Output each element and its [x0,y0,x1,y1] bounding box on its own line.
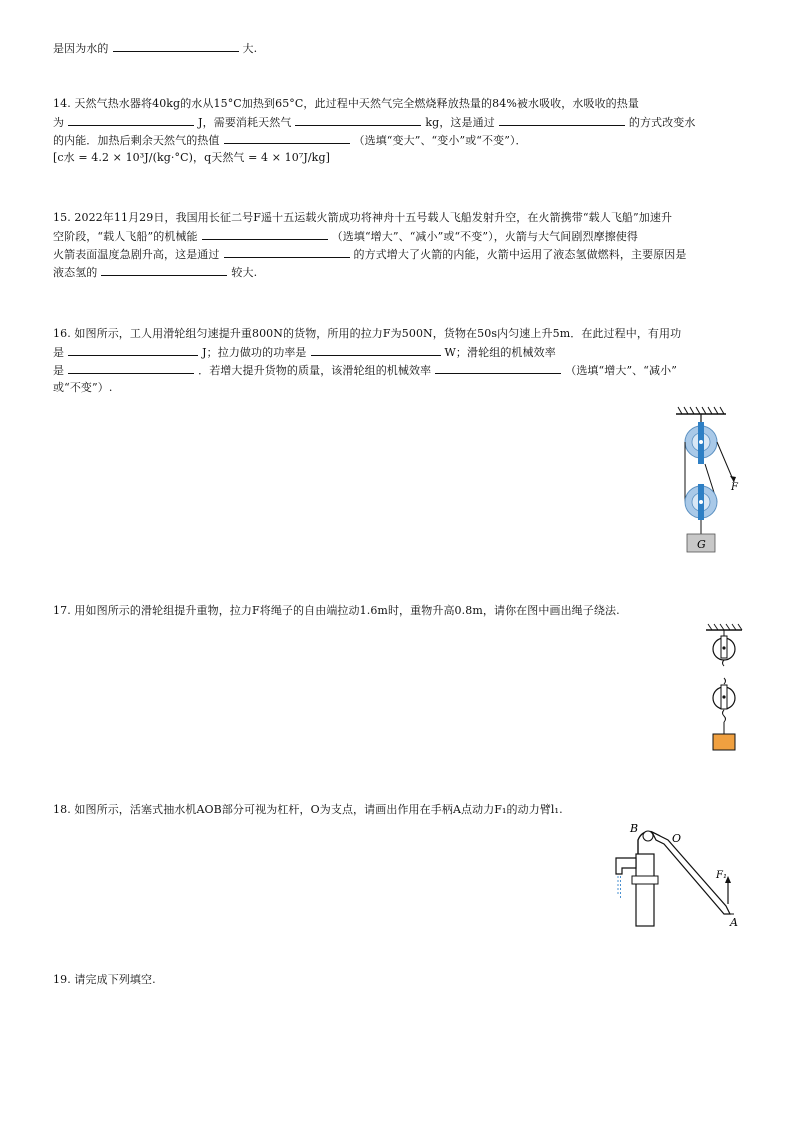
q14-blank-heat[interactable] [68,114,194,126]
q14-line2 [53,114,695,131]
q14-text: 的方式改变水 [628,116,696,129]
label-o: O [672,832,682,845]
q14-text: kg，这是通过 [425,116,495,129]
q16-text: J；拉力做功的功率是 [202,346,307,359]
q16-blank-work[interactable] [68,344,198,356]
q16-pulley-figure [668,404,748,554]
q14-line3 [53,132,527,149]
q17-line1: 17. 用如图所示的滑轮组提升重物，拉力F将绳子的自由端拉动1.6m时，重物升高0.8m，请你在图中画出绳子绕法. [53,604,620,617]
q13-text-end: 大. [242,42,258,55]
ceiling-hatch [678,407,724,414]
weight-label: G [697,538,706,551]
q14-line1: 14. 天然气热水器将40kg的水从15°C加热到65°C，此过程中天然气完全燃烧释放热量的84%被水吸收，水吸收的热量 [53,97,639,110]
q15-text: （选填“增大”、“减小”或“不变”），火箭与大气间剧烈摩擦使得 [331,230,638,243]
q16-text: 是 [53,346,65,359]
q15-text: 较大. [231,266,258,279]
q16-text: 是 [53,364,65,377]
q18-pump-figure [606,818,746,928]
weight-box [713,734,735,750]
q15-text: 空阶段，“载人飞船”的机械能 [53,230,198,243]
pull-rope [717,442,734,482]
q14-blank-heatvalue[interactable] [224,132,350,144]
q15-line4 [53,264,257,281]
q15-blank-reason[interactable] [101,264,227,276]
q16-line1: 16. 如图所示，工人用滑轮组匀速提升重800N的货物，所用的拉力F为500N，货物在50s内匀速上升5m．在此过程中，有用功 [53,327,682,340]
label-a: A [730,916,738,928]
q16-blank-power[interactable] [311,344,441,356]
q18-line1: 18. 如图所示，活塞式抽水机AOB部分可视为杠杆，O为支点，请画出作用在手柄A点动力F₁的动力臂l₁. [53,803,563,816]
q16-blank-change[interactable] [435,362,561,374]
q15-text: 火箭表面温度急剧升高，这是通过 [53,248,220,261]
water-stream [618,876,621,898]
q16-line4: 或“不变”）. [53,381,113,394]
label-f1: F₁ [716,870,727,881]
q16-blank-efficiency[interactable] [68,362,194,374]
q15-blank-method[interactable] [224,246,350,258]
q16-line2 [53,344,556,361]
q19-line1: 19. 请完成下列填空. [53,973,156,986]
q14-text: 的内能．加热后剩余天然气的热值 [53,134,220,147]
q13-text: 是因为水的 [53,42,109,55]
pump-body [636,854,654,926]
q15-line2 [53,228,638,245]
q14-blank-method[interactable] [499,114,625,126]
q13-blank[interactable] [113,40,239,52]
q16-text: W；滑轮组的机械效率 [444,346,556,359]
q15-blank-mechanical[interactable] [202,228,328,240]
q14-text: J，需要消耗天然气 [198,116,292,129]
label-b: B [630,822,639,835]
q14-constants: [c水 = 4.2 × 10³J/(kg·°C)，q天然气 = 4 × 10⁷J/kg] [53,151,330,164]
q14-text: （选填“变大”、“变小”或“不变”）． [353,134,527,147]
q15-text: 的方式增大了火箭的内能，火箭中运用了液态氢做燃料，主要原因是 [353,248,687,261]
q17-pulley-figure [702,622,746,756]
q14-blank-gas[interactable] [295,114,421,126]
q16-text: ．若增大提升货物的质量，该滑轮组的机械效率 [198,364,432,377]
q15-line1: 15. 2022年11月29日，我国用长征二号F遥十五运载火箭成功将神舟十五号载人飞船发射升空，在火箭携带“载人飞船”加速升 [53,211,673,224]
q14-text: 为 [53,116,65,129]
q16-line3 [53,362,677,379]
q15-line3 [53,246,687,263]
q13-tail [53,40,257,57]
pump-spout [616,858,636,874]
q15-text: 液态氢的 [53,266,98,279]
force-label: F [731,482,738,493]
q16-text: （选填“增大”、“减小” [565,364,677,377]
